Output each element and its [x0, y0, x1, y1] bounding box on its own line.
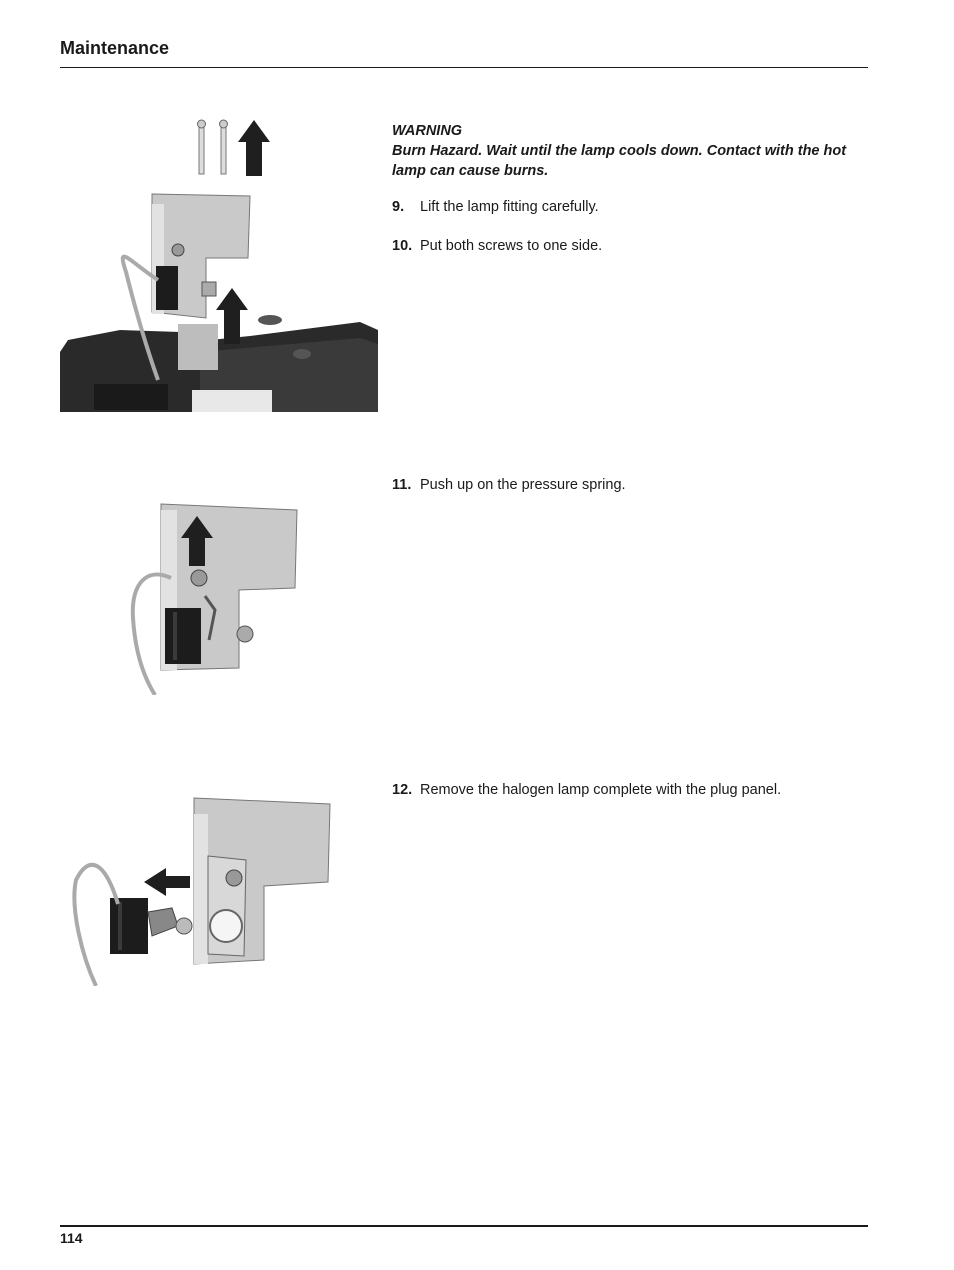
lamp-fitting-lift-illustration [60, 112, 378, 412]
header-divider [60, 67, 868, 68]
step-text: Lift the lamp fitting carefully. [420, 199, 599, 215]
pressure-spring-illustration [125, 500, 300, 695]
step-text: Push up on the pressure spring. [420, 477, 626, 493]
step-number: 11. [392, 477, 412, 493]
footer-divider [60, 1225, 868, 1227]
warning-text: Burn Hazard. Wait until the lamp cools down. Contact with the hot lamp can cause burns. [392, 143, 847, 179]
step-item [392, 780, 781, 800]
warning-notice [392, 121, 872, 181]
step-item [392, 197, 599, 217]
step-text: Remove the halogen lamp complete with the plug panel. [420, 782, 782, 798]
step-number: 10. [392, 238, 413, 254]
step-item [392, 236, 602, 256]
step-number: 12. [392, 782, 413, 798]
step-text: Put both screws to one side. [420, 238, 603, 254]
page-number: 114 [60, 1230, 83, 1246]
warning-label: WARNING [392, 123, 463, 139]
halogen-lamp-removal-illustration [68, 796, 332, 986]
page-header-title: Maintenance [60, 38, 170, 58]
step-item [392, 475, 626, 495]
step-number: 9. [392, 199, 405, 215]
